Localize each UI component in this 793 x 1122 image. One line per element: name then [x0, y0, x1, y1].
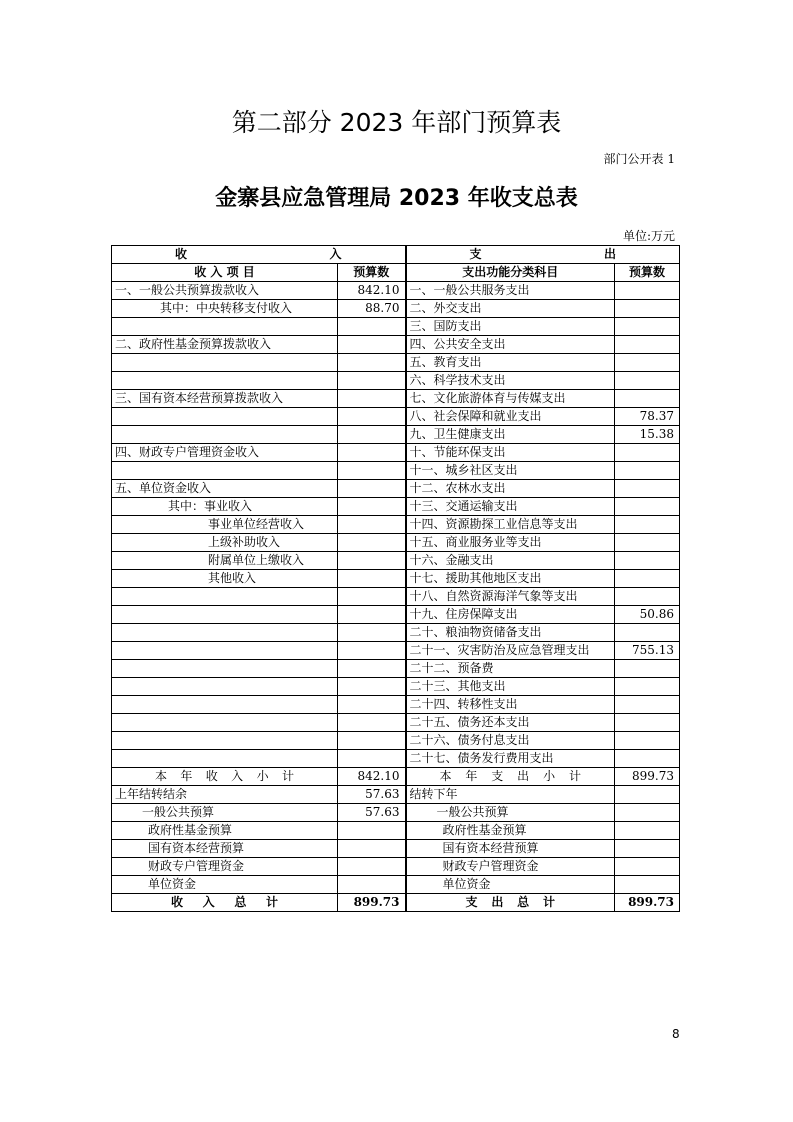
income-item	[112, 588, 338, 606]
table-row	[112, 426, 680, 444]
income-amount	[338, 606, 406, 624]
table-row	[112, 732, 680, 750]
expense-amount	[615, 498, 680, 516]
income-item	[112, 354, 338, 372]
expense-item: 二十六、债务付息支出	[406, 732, 615, 750]
table-row	[112, 696, 680, 714]
table-row	[112, 552, 680, 570]
income-item-header: 收 入 项 目	[112, 264, 338, 282]
income-item: 其中：中央转移支付收入	[112, 300, 338, 318]
table-row	[112, 588, 680, 606]
expense-subtotal-label-char: 计	[568, 769, 581, 783]
table-row	[112, 678, 680, 696]
carry-row	[112, 858, 680, 876]
expense-amount	[615, 354, 680, 372]
expense-amount	[615, 678, 680, 696]
expense-subtotal-label-char: 本	[439, 769, 452, 783]
total-row	[112, 894, 680, 912]
expense-amount: 78.37	[615, 408, 680, 426]
income-subtotal-label	[112, 768, 338, 786]
table-row	[112, 606, 680, 624]
income-amount	[338, 750, 406, 768]
expense-item: 三、国防支出	[406, 318, 615, 336]
table-row	[112, 372, 680, 390]
expense-item: 二十、粮油物资储备支出	[406, 624, 615, 642]
income-amount	[338, 552, 406, 570]
table-row	[112, 714, 680, 732]
expense-item: 二十四、转移性支出	[406, 696, 615, 714]
expense-amount	[615, 372, 680, 390]
expense-subtotal-label-char: 支	[491, 769, 504, 783]
table-row	[112, 480, 680, 498]
income-item: 二、政府性基金预算拨款收入	[112, 336, 338, 354]
expense-item: 十四、资源勘探工业信息等支出	[406, 516, 615, 534]
carry-row	[112, 840, 680, 858]
income-subtotal-label-char: 计	[281, 769, 294, 783]
table-row	[112, 642, 680, 660]
expense-carry-item: 财政专户管理资金	[406, 858, 615, 876]
income-amount	[338, 354, 406, 372]
expense-item: 八、社会保障和就业支出	[406, 408, 615, 426]
income-item	[112, 678, 338, 696]
expense-carry-amount	[615, 786, 680, 804]
expense-carry-item: 结转下年	[406, 786, 615, 804]
expense-header-char: 出	[603, 247, 616, 261]
table-row	[112, 354, 680, 372]
income-total-label-char: 入	[202, 895, 215, 909]
income-carry-amount	[338, 858, 406, 876]
income-carry-item: 财政专户管理资金	[112, 858, 338, 876]
expense-carry-item: 一般公共预算	[406, 804, 615, 822]
income-amount: 88.70	[338, 300, 406, 318]
income-carry-amount	[338, 822, 406, 840]
expense-header	[406, 246, 680, 264]
unit-label: 单位:万元	[622, 229, 675, 243]
income-amount	[338, 732, 406, 750]
income-amount	[338, 498, 406, 516]
expense-carry-amount	[615, 840, 680, 858]
expense-item: 十一、城乡社区支出	[406, 462, 615, 480]
expense-amount	[615, 282, 680, 300]
income-amount	[338, 318, 406, 336]
expense-item: 二十五、债务还本支出	[406, 714, 615, 732]
expense-item: 二十二、预备费	[406, 660, 615, 678]
expense-amount	[615, 624, 680, 642]
income-amount	[338, 714, 406, 732]
income-amount	[338, 570, 406, 588]
income-item	[112, 408, 338, 426]
expense-item-header: 支出功能分类科目	[406, 264, 615, 282]
income-total-label-char: 总	[234, 895, 247, 909]
expense-item: 九、卫生健康支出	[406, 426, 615, 444]
expense-item: 十三、交通运输支出	[406, 498, 615, 516]
expense-item: 十五、商业服务业等支出	[406, 534, 615, 552]
income-item: 一、一般公共预算拨款收入	[112, 282, 338, 300]
income-carry-item: 一般公共预算	[112, 804, 338, 822]
expense-carry-item: 政府性基金预算	[406, 822, 615, 840]
expense-item: 十二、农林水支出	[406, 480, 615, 498]
expense-amount-header: 预算数	[615, 264, 680, 282]
income-amount	[338, 678, 406, 696]
income-item	[112, 732, 338, 750]
income-total-label	[112, 894, 338, 912]
expense-carry-item: 国有资本经营预算	[406, 840, 615, 858]
expense-item: 一、一般公共服务支出	[406, 282, 615, 300]
expense-amount	[615, 318, 680, 336]
income-item	[112, 624, 338, 642]
income-amount	[338, 660, 406, 678]
page-number: 8	[672, 1027, 680, 1041]
income-subtotal-label-char: 小	[256, 769, 269, 783]
expense-amount	[615, 660, 680, 678]
expense-amount: 15.38	[615, 426, 680, 444]
table-row	[112, 750, 680, 768]
income-subtotal-label-char: 入	[231, 769, 244, 783]
income-amount	[338, 534, 406, 552]
part-title: 第二部分 2023 年部门预算表	[231, 108, 562, 137]
income-carry-item: 国有资本经营预算	[112, 840, 338, 858]
income-amount	[338, 588, 406, 606]
income-item	[112, 714, 338, 732]
income-amount	[338, 444, 406, 462]
expense-item: 十七、援助其他地区支出	[406, 570, 615, 588]
table-row	[112, 408, 680, 426]
table-row	[112, 282, 680, 300]
expense-amount: 50.86	[615, 606, 680, 624]
income-item	[112, 462, 338, 480]
income-item: 其他收入	[112, 570, 338, 588]
table-number: 部门公开表 1	[603, 152, 675, 166]
income-amount	[338, 390, 406, 408]
carry-row	[112, 786, 680, 804]
expense-item: 十六、金融支出	[406, 552, 615, 570]
carry-row	[112, 822, 680, 840]
table-row	[112, 660, 680, 678]
income-item: 上级补助收入	[112, 534, 338, 552]
income-item: 五、单位资金收入	[112, 480, 338, 498]
expense-amount	[615, 732, 680, 750]
table-row	[112, 390, 680, 408]
income-amount	[338, 642, 406, 660]
expense-total-label	[406, 894, 615, 912]
income-carry-item: 政府性基金预算	[112, 822, 338, 840]
table-row	[112, 336, 680, 354]
expense-subtotal-label-char: 小	[543, 769, 556, 783]
expense-subtotal-label-char: 出	[517, 769, 530, 783]
expense-item: 五、教育支出	[406, 354, 615, 372]
table-row	[112, 444, 680, 462]
income-subtotal-label-char: 收	[205, 769, 218, 783]
income-amount	[338, 696, 406, 714]
expense-carry-amount	[615, 804, 680, 822]
income-item	[112, 372, 338, 390]
header-row-sub	[112, 264, 680, 282]
income-amount	[338, 408, 406, 426]
income-amount	[338, 462, 406, 480]
expense-total-label-char: 总	[517, 895, 530, 909]
expense-item: 六、科学技术支出	[406, 372, 615, 390]
income-total-label-char: 计	[265, 895, 278, 909]
expense-item: 二十三、其他支出	[406, 678, 615, 696]
income-item	[112, 696, 338, 714]
income-carry-amount	[338, 876, 406, 894]
income-item: 四、财政专户管理资金收入	[112, 444, 338, 462]
income-carry-amount: 57.63	[338, 804, 406, 822]
income-amount: 842.10	[338, 282, 406, 300]
expense-subtotal-amount: 899.73	[615, 768, 680, 786]
income-item	[112, 660, 338, 678]
income-carry-item: 单位资金	[112, 876, 338, 894]
income-header-char: 收	[175, 247, 188, 261]
income-item: 附属单位上缴收入	[112, 552, 338, 570]
table-row	[112, 624, 680, 642]
income-subtotal-label-char: 本	[155, 769, 168, 783]
income-header	[112, 246, 406, 264]
expense-amount	[615, 480, 680, 498]
expense-item: 十九、住房保障支出	[406, 606, 615, 624]
expense-carry-amount	[615, 876, 680, 894]
income-header-char: 入	[329, 247, 342, 261]
table-row	[112, 300, 680, 318]
income-carry-amount	[338, 840, 406, 858]
expense-item: 七、文化旅游体育与传媒支出	[406, 390, 615, 408]
expense-carry-amount	[615, 822, 680, 840]
table-row	[112, 498, 680, 516]
income-subtotal-label-char: 年	[180, 769, 193, 783]
income-amount	[338, 480, 406, 498]
income-amount	[338, 336, 406, 354]
expense-carry-item: 单位资金	[406, 876, 615, 894]
expense-amount	[615, 534, 680, 552]
expense-item: 四、公共安全支出	[406, 336, 615, 354]
income-amount	[338, 516, 406, 534]
income-carry-item: 上年结转结余	[112, 786, 338, 804]
income-item: 事业单位经营收入	[112, 516, 338, 534]
header-row-top	[112, 246, 680, 264]
expense-amount	[615, 714, 680, 732]
income-amount	[338, 372, 406, 390]
expense-amount	[615, 588, 680, 606]
expense-amount	[615, 570, 680, 588]
expense-subtotal-label-char: 年	[465, 769, 478, 783]
expense-amount	[615, 300, 680, 318]
expense-amount	[615, 552, 680, 570]
expense-header-char: 支	[469, 247, 482, 261]
expense-amount	[615, 516, 680, 534]
expense-item: 二十一、灾害防治及应急管理支出	[406, 642, 615, 660]
income-amount	[338, 624, 406, 642]
income-amount	[338, 426, 406, 444]
income-item	[112, 642, 338, 660]
expense-amount	[615, 390, 680, 408]
income-amount-header: 预算数	[338, 264, 406, 282]
carry-row	[112, 876, 680, 894]
expense-item: 二十七、债务发行费用支出	[406, 750, 615, 768]
table-row	[112, 570, 680, 588]
expense-subtotal-label	[406, 768, 615, 786]
subtotal-row	[112, 768, 680, 786]
expense-amount	[615, 462, 680, 480]
income-item	[112, 750, 338, 768]
income-carry-amount: 57.63	[338, 786, 406, 804]
income-item	[112, 426, 338, 444]
income-subtotal-amount: 842.10	[338, 768, 406, 786]
table-row	[112, 318, 680, 336]
income-total-amount: 899.73	[338, 894, 406, 912]
expense-total-label-char: 计	[542, 895, 555, 909]
expense-item: 二、外交支出	[406, 300, 615, 318]
income-item	[112, 318, 338, 336]
table-row	[112, 516, 680, 534]
income-item: 其中：事业收入	[112, 498, 338, 516]
expense-total-amount: 899.73	[615, 894, 680, 912]
expense-item: 十八、自然资源海洋气象等支出	[406, 588, 615, 606]
table-row	[112, 462, 680, 480]
expense-carry-amount	[615, 858, 680, 876]
expense-amount	[615, 750, 680, 768]
expense-total-label-char: 出	[491, 895, 504, 909]
income-total-label-char: 收	[171, 895, 184, 909]
income-item	[112, 606, 338, 624]
budget-summary-table	[111, 245, 680, 912]
expense-amount	[615, 696, 680, 714]
carry-row	[112, 804, 680, 822]
income-item: 三、国有资本经营预算拨款收入	[112, 390, 338, 408]
expense-amount: 755.13	[615, 642, 680, 660]
table-row	[112, 534, 680, 552]
expense-amount	[615, 336, 680, 354]
expense-total-label-char: 支	[465, 895, 478, 909]
expense-amount	[615, 444, 680, 462]
page-title: 金寨县应急管理局 2023 年收支总表	[215, 186, 578, 211]
expense-item: 十、节能环保支出	[406, 444, 615, 462]
